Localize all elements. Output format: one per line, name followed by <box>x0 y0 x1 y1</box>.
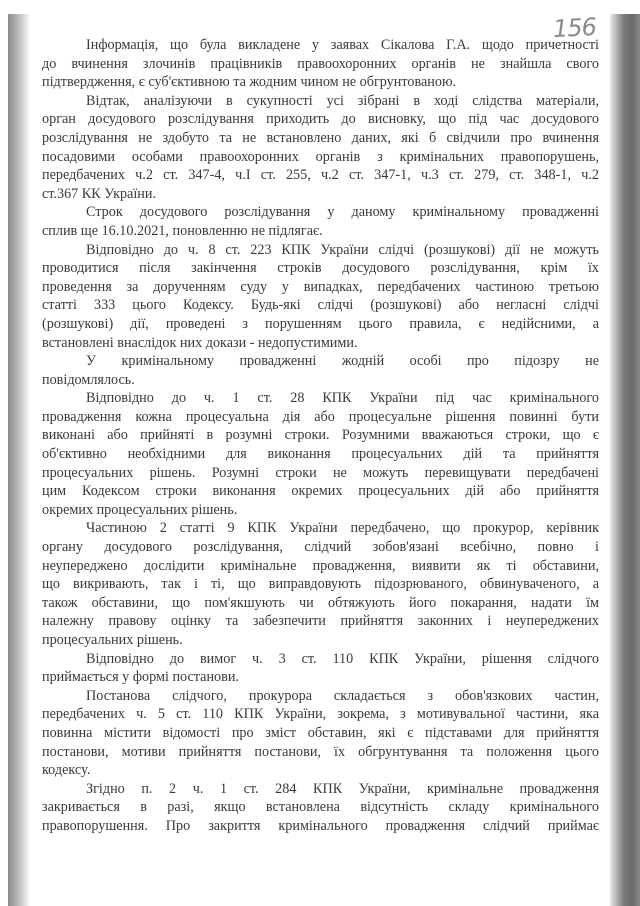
text-line: Відповідно до ч. 8 ст. 223 КПК України слідчі (розшукові) дії не можуть <box>86 241 599 258</box>
paragraph <box>42 389 599 519</box>
text-line: повідомлялось. <box>42 371 135 388</box>
text-line: постанови, мотиви прийняття постанови, їх обгрунтування та положення цього <box>42 743 599 760</box>
text-line: Відтак, аналізуючи в сукупності усі зібрані в ході слідства матеріали, <box>86 92 599 109</box>
scan-edge-left <box>8 14 30 906</box>
text-line: повинна містити відомості про зміст обставин, які є підставами для прийняття <box>42 724 599 741</box>
paragraph <box>42 780 599 836</box>
text-line: розслідування не здобуто та не встановлено даних, які б свідчили про вчинення <box>42 129 599 146</box>
paragraph <box>42 687 599 780</box>
text-line: проводитися після закінчення строків досудового розслідування, крім їх <box>42 260 599 277</box>
text-line: окремих процесуальних рішень. <box>42 501 238 518</box>
text-line: Частиною 2 статті 9 КПК України передбачено, що прокурор, керівник <box>86 520 599 537</box>
text-line: об'єктивно необхідними для виконання процесуальних дій та прийняття <box>42 446 599 463</box>
text-line: Постанова слідчого, прокурора складається з обов'язкових частин, <box>86 687 599 704</box>
paragraph <box>42 203 599 240</box>
text-line: передбачених ч.2 ст. 347-4, ч.І ст. 255, ч.2 ст. 347-1, ч.3 ст. 279, ст. 348-1, ч.2 <box>42 167 599 184</box>
text-line: приймається у формі постанови. <box>42 669 239 686</box>
text-line: неупереджено дослідити кримінальне провадження, виявити як ті обставини, <box>42 557 599 574</box>
text-line: що викривають, так і ті, що виправдовують підозрюваного, обвинуваченого, а <box>42 576 599 593</box>
text-line: орган досудового розслідування приходить до висновку, що під час досудового <box>42 111 599 128</box>
text-line: проведення за дорученням суду у випадках, передбачених частиною третьою <box>42 278 599 295</box>
text-line: Інформація, що була викладене у заявах Сікалова Г.А. щодо причетності <box>86 37 599 53</box>
text-line: сплив ще 16.10.2021, поновленню не підлягає. <box>42 222 323 239</box>
text-line: посадовими особами правоохоронних органів з кримінальних правопорушень, <box>42 148 599 165</box>
paragraph <box>42 352 599 389</box>
document-body <box>42 36 599 836</box>
text-line: провадження кожна процесуальна дія або процесуальне рішення повинні бути <box>42 408 599 425</box>
text-line: Відповідно до вимог ч. 3 ст. 110 КПК України, рішення слідчого <box>86 650 599 667</box>
text-line: передбачених ч. 5 ст. 110 КПК України, зокрема, з мотивувальної частини, яка <box>42 706 599 723</box>
text-line: статті 333 цього Кодексу. Будь-які слідчі (розшукові) або негласні слідчі <box>42 297 599 314</box>
text-line: Строк досудового розслідування у даному кримінальному провадженні <box>86 204 599 221</box>
text-line: закривається в разі, якщо встановлена відсутність складу кримінального <box>42 799 599 816</box>
text-line: У кримінальному провадженні жодній особі про підозру не <box>86 353 599 370</box>
paragraph <box>42 36 599 92</box>
text-line: кодексу. <box>42 762 91 779</box>
paragraph <box>42 519 599 649</box>
text-line: органу досудового розслідування, слідчий зобов'язані всебічно, повно і <box>42 539 599 556</box>
paragraph <box>42 92 599 204</box>
text-line: також обставини, що пом'якшують чи обтяжують його покарання, надати їм <box>42 594 599 611</box>
text-line: процесуальних рішень. Розумні строки не можуть перевищувати передбачені <box>42 464 599 481</box>
scan-edge-right <box>610 14 640 906</box>
handwritten-page-number: 156 <box>552 12 597 44</box>
text-line: Згідно п. 2 ч. 1 ст. 284 КПК України, кримінальне провадження <box>86 780 599 797</box>
text-line: підтвердження, є суб'єктивною та жодним чином не обгрунтованою. <box>42 74 457 91</box>
text-line: (розшукові) дії, проведені з порушенням цього правила, є недійсними, а <box>42 315 599 332</box>
text-line: встановлені внаслідок них докази - недопустимими. <box>42 334 358 351</box>
text-line: цим Кодексом строки виконання окремих процесуальних дій або прийняття <box>42 483 599 500</box>
paragraph <box>42 241 599 353</box>
text-line: Відповідно до ч. 1 ст. 28 КПК України під час кримінального <box>86 390 599 407</box>
text-line: ст.367 КК України. <box>42 185 157 202</box>
text-line: до вчинення злочинів працівників правоохоронних органів не знайшла свого <box>42 55 599 72</box>
text-line: процесуальних рішень. <box>42 632 183 648</box>
text-line: правопорушення. Про закриття кримінального провадження слідчий приймає <box>42 817 599 834</box>
paragraph <box>42 650 599 687</box>
text-line: виконані або прийняті в розумні строки. Розумними вважаються строки, що є <box>42 427 599 444</box>
text-line: належну правову оцінку та забезпечити прийняття законних і неупереджених <box>42 613 599 630</box>
